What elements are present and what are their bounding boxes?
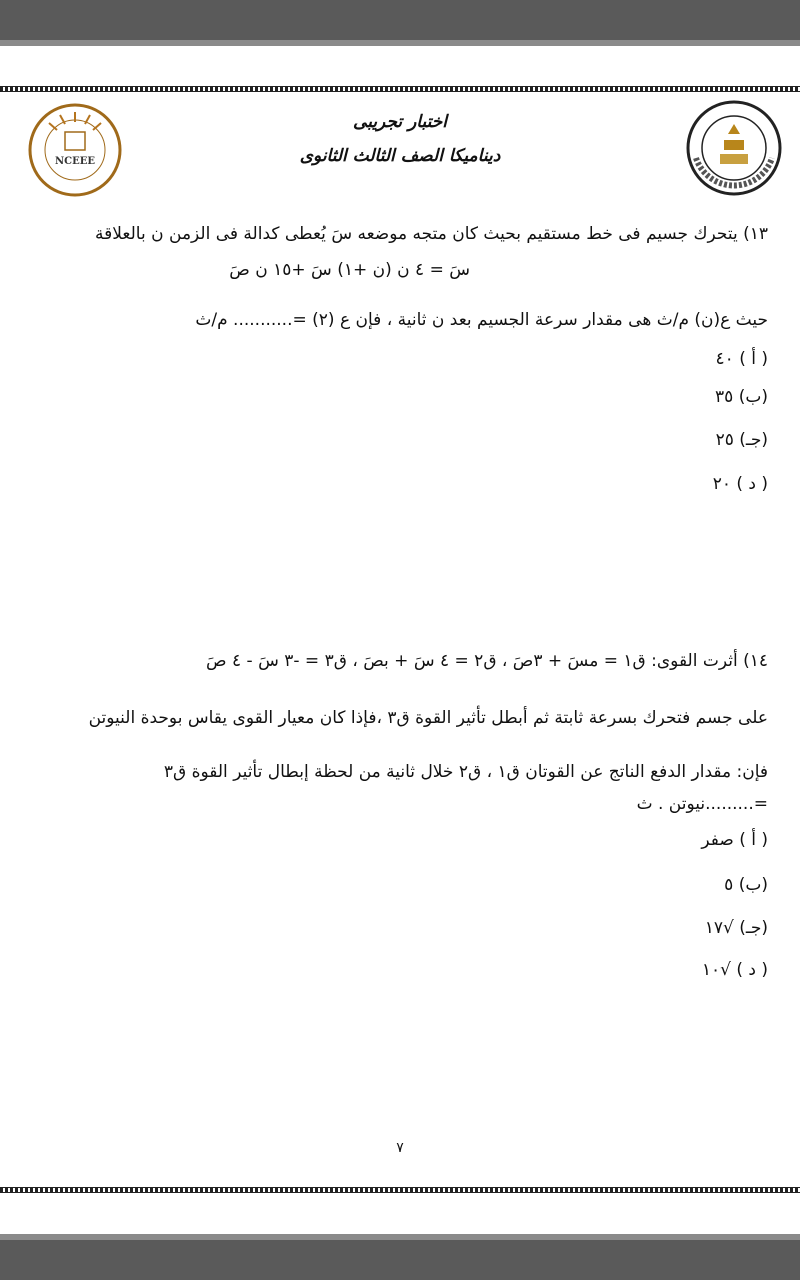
q13-option-c[interactable]: (جـ) ٢٥ — [715, 430, 768, 450]
q13-option-b[interactable]: (ب) ٣٥ — [715, 387, 768, 407]
page-title: اختبار تجريبى — [353, 112, 447, 132]
q13-statement-line3: حيث ع(ن) م/ث هى مقدار سرعة الجسيم بعد ن ثانية ، فإن ع (٢) =........... م/ث — [195, 310, 768, 330]
q14-statement-line3: فإن: مقدار الدفع الناتج عن القوتان ق١ ، ق٢ خلال ثانية من لحظة إبطال تأثير القوة ق٣ — [163, 762, 768, 782]
q13-option-d[interactable]: ( د ) ٢٠ — [712, 474, 768, 494]
q14-option-b[interactable]: (ب) ٥ — [724, 875, 768, 895]
q13-position-equation: سَ = ٤ ن (ن +١) سَ +١٥ ن صَ — [229, 260, 470, 280]
page-subtitle: ديناميكا الصف الثالث الثانوى — [299, 146, 501, 166]
page-number: ٧ — [396, 1140, 404, 1156]
top-border-line — [0, 86, 800, 92]
q14-option-c[interactable]: (جـ) √١٧ — [704, 918, 768, 938]
q14-forces-line: ١٤) أثرت القوى: ق١ = مسَ + ٣صَ ، ق٢ = ٤ سَ + بصَ ، ق٣ = -٣ سَ - ٤ صَ — [206, 651, 768, 671]
q14-statement-line2: على جسم فتحرك بسرعة ثابتة ثم أبطل تأثير القوة ق٣ ،فإذا كان معيار القوى يقاس بوحدة النيوتن — [88, 708, 768, 728]
q13-option-a[interactable]: ( أ ) ٤٠ — [715, 349, 768, 369]
q13-statement-line1: ١٣) يتحرك جسيم فى خط مستقيم بحيث كان متجه موضعه سَ يُعطى كدالة فى الزمن ن بالعلاقة — [95, 224, 768, 244]
bottom-border-line — [0, 1187, 800, 1193]
bottom-gray-bar — [0, 1234, 800, 1280]
q14-option-d[interactable]: ( د ) √١٠ — [701, 960, 768, 980]
q14-option-a[interactable]: ( أ ) صفر — [701, 830, 768, 850]
q14-answer-blank: =.........نيوتن . ث — [636, 794, 768, 814]
svg-text:NCEEE: NCEEE — [55, 156, 95, 167]
top-gray-bar — [0, 0, 800, 46]
